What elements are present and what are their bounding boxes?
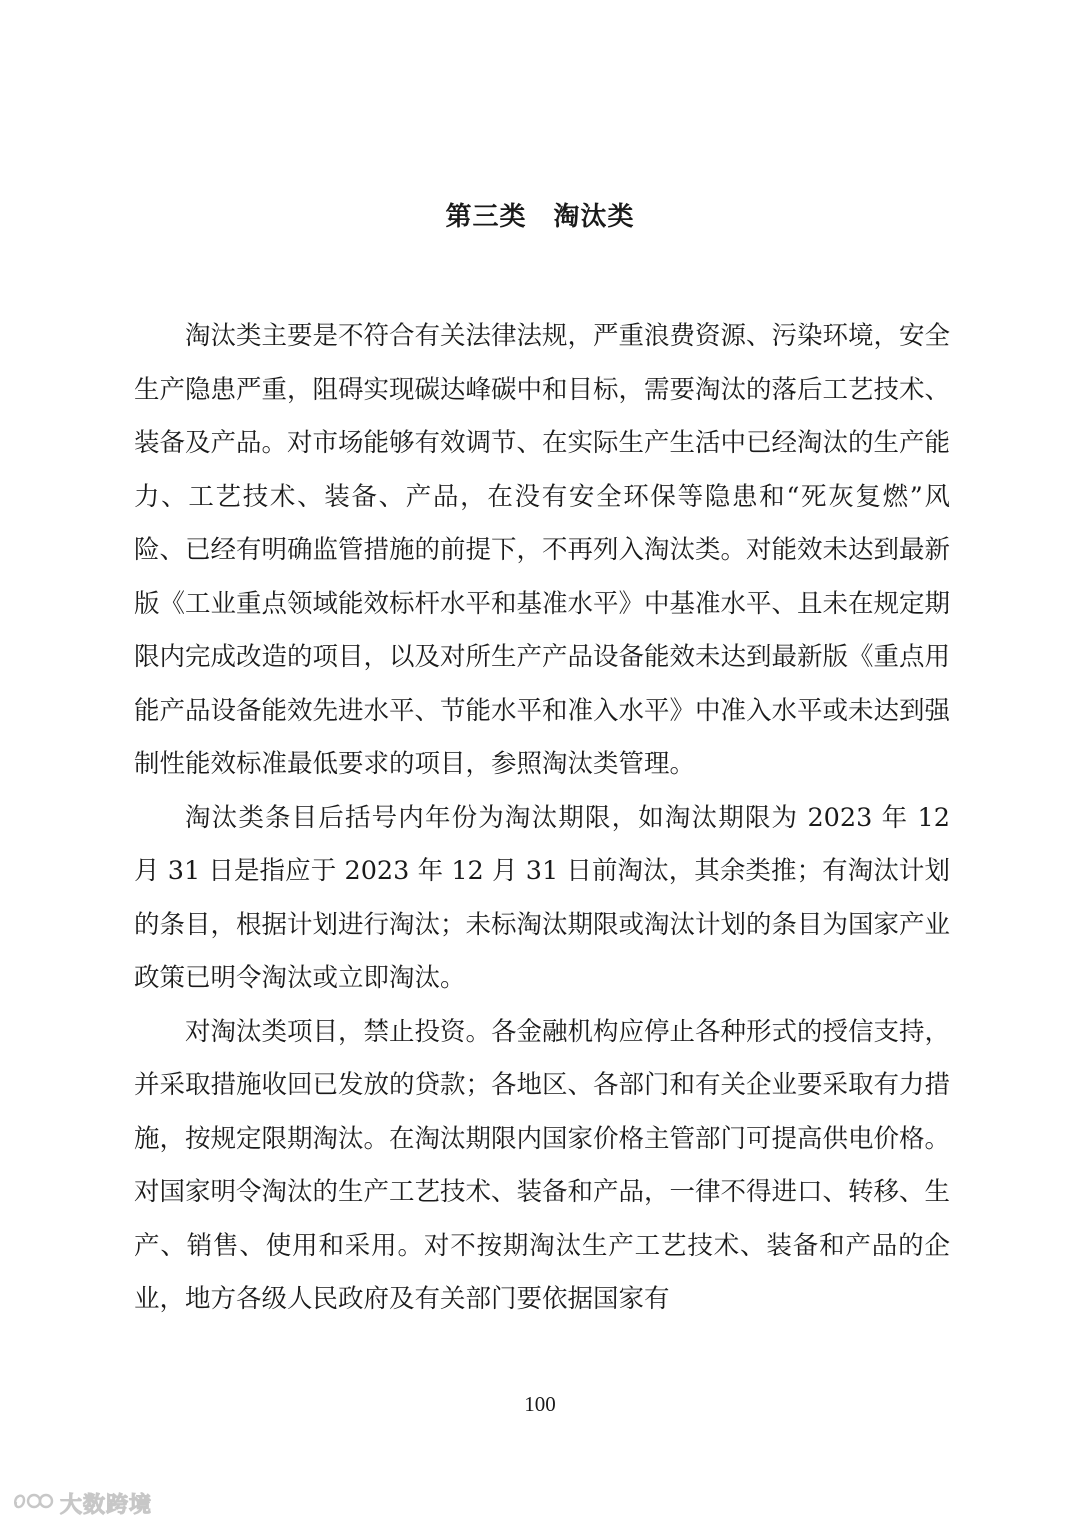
section-title: 第三类 淘汰类 (445, 202, 635, 232)
body-text (134, 310, 950, 1327)
paragraph: 淘汰类主要是不符合有关法律法规，严重浪费资源、污染环境，安全生产隐患严重，阻碍实现碳达峰碳中和目标，需要淘汰的落后工艺技术、装备及产品。对市场能够有效调节、在实际生产生活中已经淘汰的生产能力、工艺技术、装备、产品，在没有安全环保等隐患和“死灰复燃”风险、已经有明确监管措施的前提下，不再列入淘汰类。对能效未达到最新版《工业重点领域能效标杆水平和基准水平》中基准水平、且未在规定期限内完成改造的项目，以及对所生产产品设备能效未达到最新版《重点用能产品设备能效先进水平、节能水平和准入水平》中准入水平或未达到强制性能效标准最低要求的项目，参照淘汰类管理。 (134, 321, 951, 779)
watermark (10, 1488, 152, 1519)
watermark-text: 大数跨境 (60, 1493, 153, 1518)
page-number: 100 (524, 1392, 556, 1416)
loop-logo-icon (10, 1488, 54, 1519)
paragraph: 淘汰类条目后括号内年份为淘汰期限，如淘汰期限为 2023 年 12 月 31 日是指应于 2023 年 12 月 31 日前淘汰，其余类推；有淘汰计划的条目，根据计划进行淘汰；未标淘汰期限或淘汰计划的条目为国家产业政策已明令淘汰或立即淘汰。 (134, 802, 951, 993)
paragraph: 对淘汰类项目，禁止投资。各金融机构应停止各种形式的授信支持，并采取措施收回已发放的贷款；各地区、各部门和有关企业要采取有力措施，按规定限期淘汰。在淘汰期限内国家价格主管部门可提高供电价格。对国家明令淘汰的生产工艺技术、装备和产品，一律不得进口、转移、生产、销售、使用和采用。对不按期淘汰生产工艺技术、装备和产品的企业，地方各级人民政府及有关部门要依据国家有 (134, 1016, 951, 1314)
